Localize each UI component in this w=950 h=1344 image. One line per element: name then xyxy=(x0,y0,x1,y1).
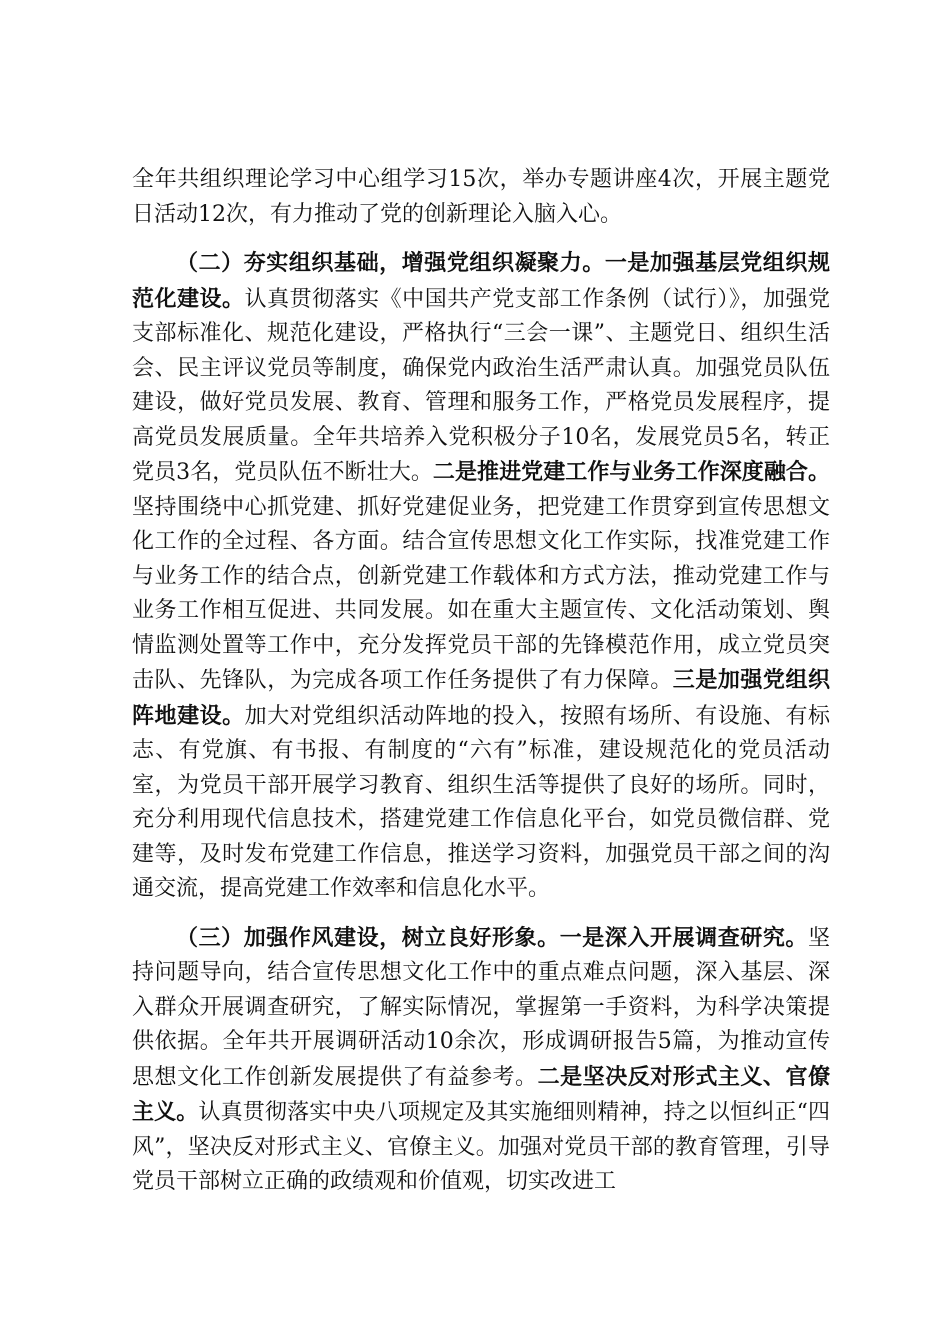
paragraph-1 xyxy=(132,163,830,232)
section-2-point-2: 二是推进党建工作与业务工作深度融合。 xyxy=(432,459,830,485)
section-3-heading: （三）加强作风建设，树立良好形象。一是深入开展调查研究。 xyxy=(176,924,808,951)
section-3-text-2: 认真贯彻落实中央八项规定及其实施细则精神，持之以恒纠正“四风”，坚决反对形式主义、官僚主义。加强对党员干部的教育管理，引导党员干部树立正确的政绩观和价值观，切实改进工 xyxy=(132,1100,830,1194)
section-2-text-3: 加大对党组织活动阵地的投入，按照有场所、有设施、有标志、有党旗、有书报、有制度的“六有”标准，建设规范化的党员活动室，为党员干部开展学习教育、组织生活等提供了良好的场所。同时，充分利用现代信息技术，搭建党建工作信息化平台，如党员微信群、党建等，及时发布党建工作信息，推送学习资料，加强党员干部之间的沟通交流，提高党建工作效率和信息化水平。 xyxy=(132,703,830,901)
section-2-heading: （二）夯实组织基础，增强党组织凝聚力。一是加强基层党组织规范化建设。 xyxy=(132,250,830,312)
document-page xyxy=(132,163,830,1200)
section-3-text-1: 坚持问题导向，结合宣传思想文化工作中的重点难点问题，深入基层、深入群众开展调查研究，了解实际情况，掌握第一手资料，为科学决策提供依据。全年共开展调研活动10余次，形成调研报告5篇，为推动宣传思想文化工作创新发展提供了有益参考。 xyxy=(132,925,830,1090)
section-2-text-1: 认真贯彻落实《中国共产党支部工作条例（试行）》，加强党支部标准化、规范化建设，严格执行“三会一课”、主题党日、组织生活会、民主评议党员等制度，确保党内政治生活严肃认真。加强党员队伍建设，做好党员发展、教育、管理和服务工作，严格党员发展程序，提高党员发展质量。全年共培养入党积极分子10名，发展党员5名，转正党员3名，党员队伍不断壮大。 xyxy=(132,286,830,485)
section-2-point-3: 三是加强党组织阵地建设。 xyxy=(132,667,830,729)
paragraph-1-text: 全年共组织理论学习中心组学习15次，举办专题讲座4次，开展主题党日活动12次，有力推动了党的创新理论入脑入心。 xyxy=(132,167,830,227)
paragraph-3 xyxy=(132,921,830,1200)
paragraph-2 xyxy=(132,246,830,907)
section-3-point-2: 二是坚决反对形式主义、官僚主义。 xyxy=(132,1063,830,1125)
section-2-text-2: 坚持围绕中心抓党建、抓好党建促业务，把党建工作贯穿到宣传思想文化工作的全过程、各方面。结合宣传思想文化工作实际，找准党建工作与业务工作的结合点，创新党建工作载体和方式方法，推动党建工作与业务工作相互促进、共同发展。如在重大主题宣传、文化活动策划、舆情监测处置等工作中，充分发挥党员干部的先锋模范作用，成立党员突击队、先锋队，为完成各项工作任务提供了有力保障。 xyxy=(132,494,830,693)
